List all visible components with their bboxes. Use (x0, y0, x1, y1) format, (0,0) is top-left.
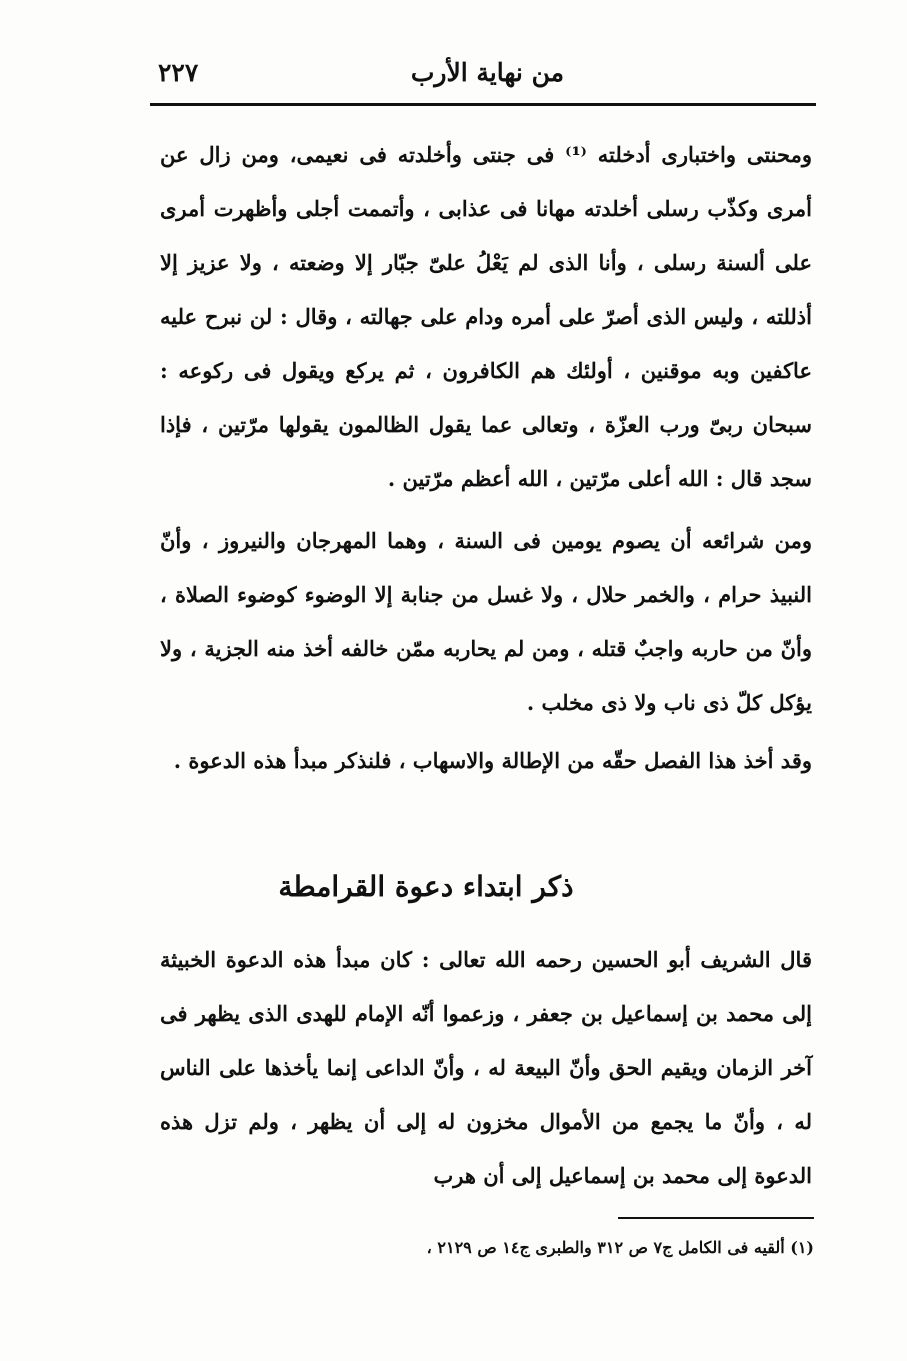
paragraph-2: ومن شرائعه أن يصوم يومين فى السنة ، وهما المهرجان والنيروز ، وأنّ النبيذ حرام ، والخمر حلال ، ولا غسل من جنابة إلا الوضوء كوضوء الصلاة ، وأنّ من حاربه واجبٌ قتله ، ومن لم يحاربه ممّن خالفه أخذ منه الجزية ، ولا يؤكل كلّ ذى ناب ولا ذى مخلب . (160, 528, 812, 715)
paragraph-1: ومحنتى واختبارى أدخلته ⁽¹⁾ فى جنتى وأخلدته فى نعيمى، ومن زال عن أمرى وكذّب رسلى أخلدته مهانا فى عذابى ، وأتممت أجلى وأظهرت أمرى على ألسنة رسلى ، وأنا الذى لم يَعْلُ علىّ جبّار إلا وضعته ، ولا عزيز إلا أذللته ، وليس الذى أصرّ على أمره ودام على جهالته ، وقال : لن نبرح عليه عاكفين وبه موقنين ، أولئك هم الكافرون ، ثم يركع ويقول فى ركوعه : سبحان ربىّ ورب العزّة ، وتعالى عما يقول الظالمون يقولها مرّتين ، فإذا سجد قال : الله أعلى مرّتين ، الله أعظم مرّتين . (160, 142, 812, 491)
section-heading: ذكر ابتداء دعوة القرامطة (278, 870, 574, 903)
footnote: (١) ألقيه فى الكامل ج٧ ص ٣١٢ والطبرى ج١٤ ص ٢١٢٩ ، (426, 1238, 814, 1257)
page-header (158, 52, 814, 100)
header-rule (150, 103, 816, 106)
running-title: من نهاية الأرب (410, 58, 564, 87)
page-number: ٢٢٧ (158, 58, 199, 87)
footnote-rule (618, 1217, 814, 1219)
section-paragraph: قال الشريف أبو الحسين رحمه الله تعالى : كان مبدأ هذه الدعوة الخبيثة إلى محمد بن إسماعيل بن جعفر ، وزعموا أنّه الإمام للهدى الذى يظهر فى آخر الزمان ويقيم الحق وأنّ البيعة له ، وأنّ الداعى إنما يأخذها على الناس له ، وأنّ ما يجمع من الأموال مخزون له إلى أن يظهر ، ولم تزل هذه الدعوة إلى محمد بن إسماعيل إلى أن هرب (160, 947, 812, 1188)
paragraph-3: وقد أخذ هذا الفصل حقّه من الإطالة والاسهاب ، فلنذكر مبدأ هذه الدعوة . (173, 748, 812, 773)
